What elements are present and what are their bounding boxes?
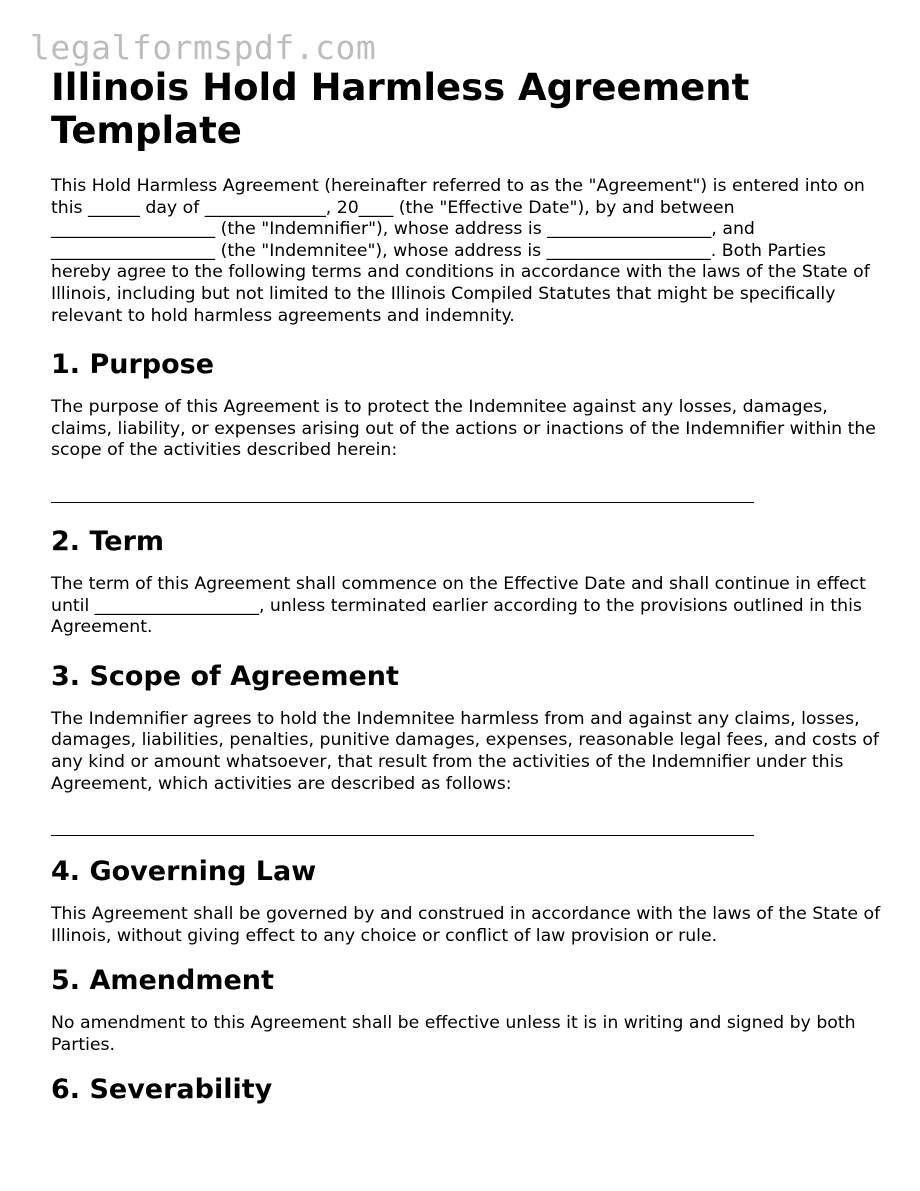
section-body-purpose: The purpose of this Agreement is to protect the Indemnitee against any losses, damages, claims, liability, or expenses arising out of the actions or inactions of the Indemnifier within the scope of the activities described herein: [51,397,876,461]
section-heading-governing-law: 4. Governing Law [51,856,317,888]
section-body-amendment: No amendment to this Agreement shall be effective unless it is in writing and signed by both Parties. [51,1013,856,1055]
section-heading-term: 2. Term [51,525,165,557]
intro-paragraph: This Hold Harmless Agreement (hereinafter referred to as the "Agreement") is entered into on this ______ day of ______________, 20____ (the "Effective Date"), by and between ___________________ (the "Indemnifier"), whose address is ___________________, and ___________________ (the "Indemnitee"), whose address is ___________________. Both Parties hereby agree to the following terms and conditions in accordance with the laws of the State of Illinois, including but not limited to the Illinois Compiled Statutes that might be specifically relevant to hold harmless agreements and indemnity. [51,176,870,326]
section-body-governing-law: This Agreement shall be governed by and construed in accordance with the laws of the State of Illinois, without giving effect to any choice or conflict of law provision or rule. [51,904,881,946]
section-body-scope: The Indemnifier agrees to hold the Indemnitee harmless from and against any claims, losses, damages, liabilities, penalties, punitive damages, expenses, reasonable legal fees, and costs of any kind or amount whatsoever, that result from the activities of the Indemnifier under this Agreement, which activities are described as follows: [51,708,879,794]
document-title: Illinois Hold Harmless Agreement Template [51,66,750,152]
section-heading-scope: 3. Scope of Agreement [51,660,399,692]
document-page [51,66,881,1107]
section-heading-severability: 6. Severability [51,1074,273,1106]
purpose-fill-in-line [51,502,754,503]
section-body-term: The term of this Agreement shall commence on the Effective Date and shall continue in effect until ___________________, unless terminated earlier according to the provisions outlined in this Agreement. [51,573,866,638]
section-heading-amendment: 5. Amendment [51,965,274,997]
watermark: legalformspdf.com [30,28,377,67]
scope-fill-in-line [51,835,754,836]
section-heading-purpose: 1. Purpose [51,349,215,381]
